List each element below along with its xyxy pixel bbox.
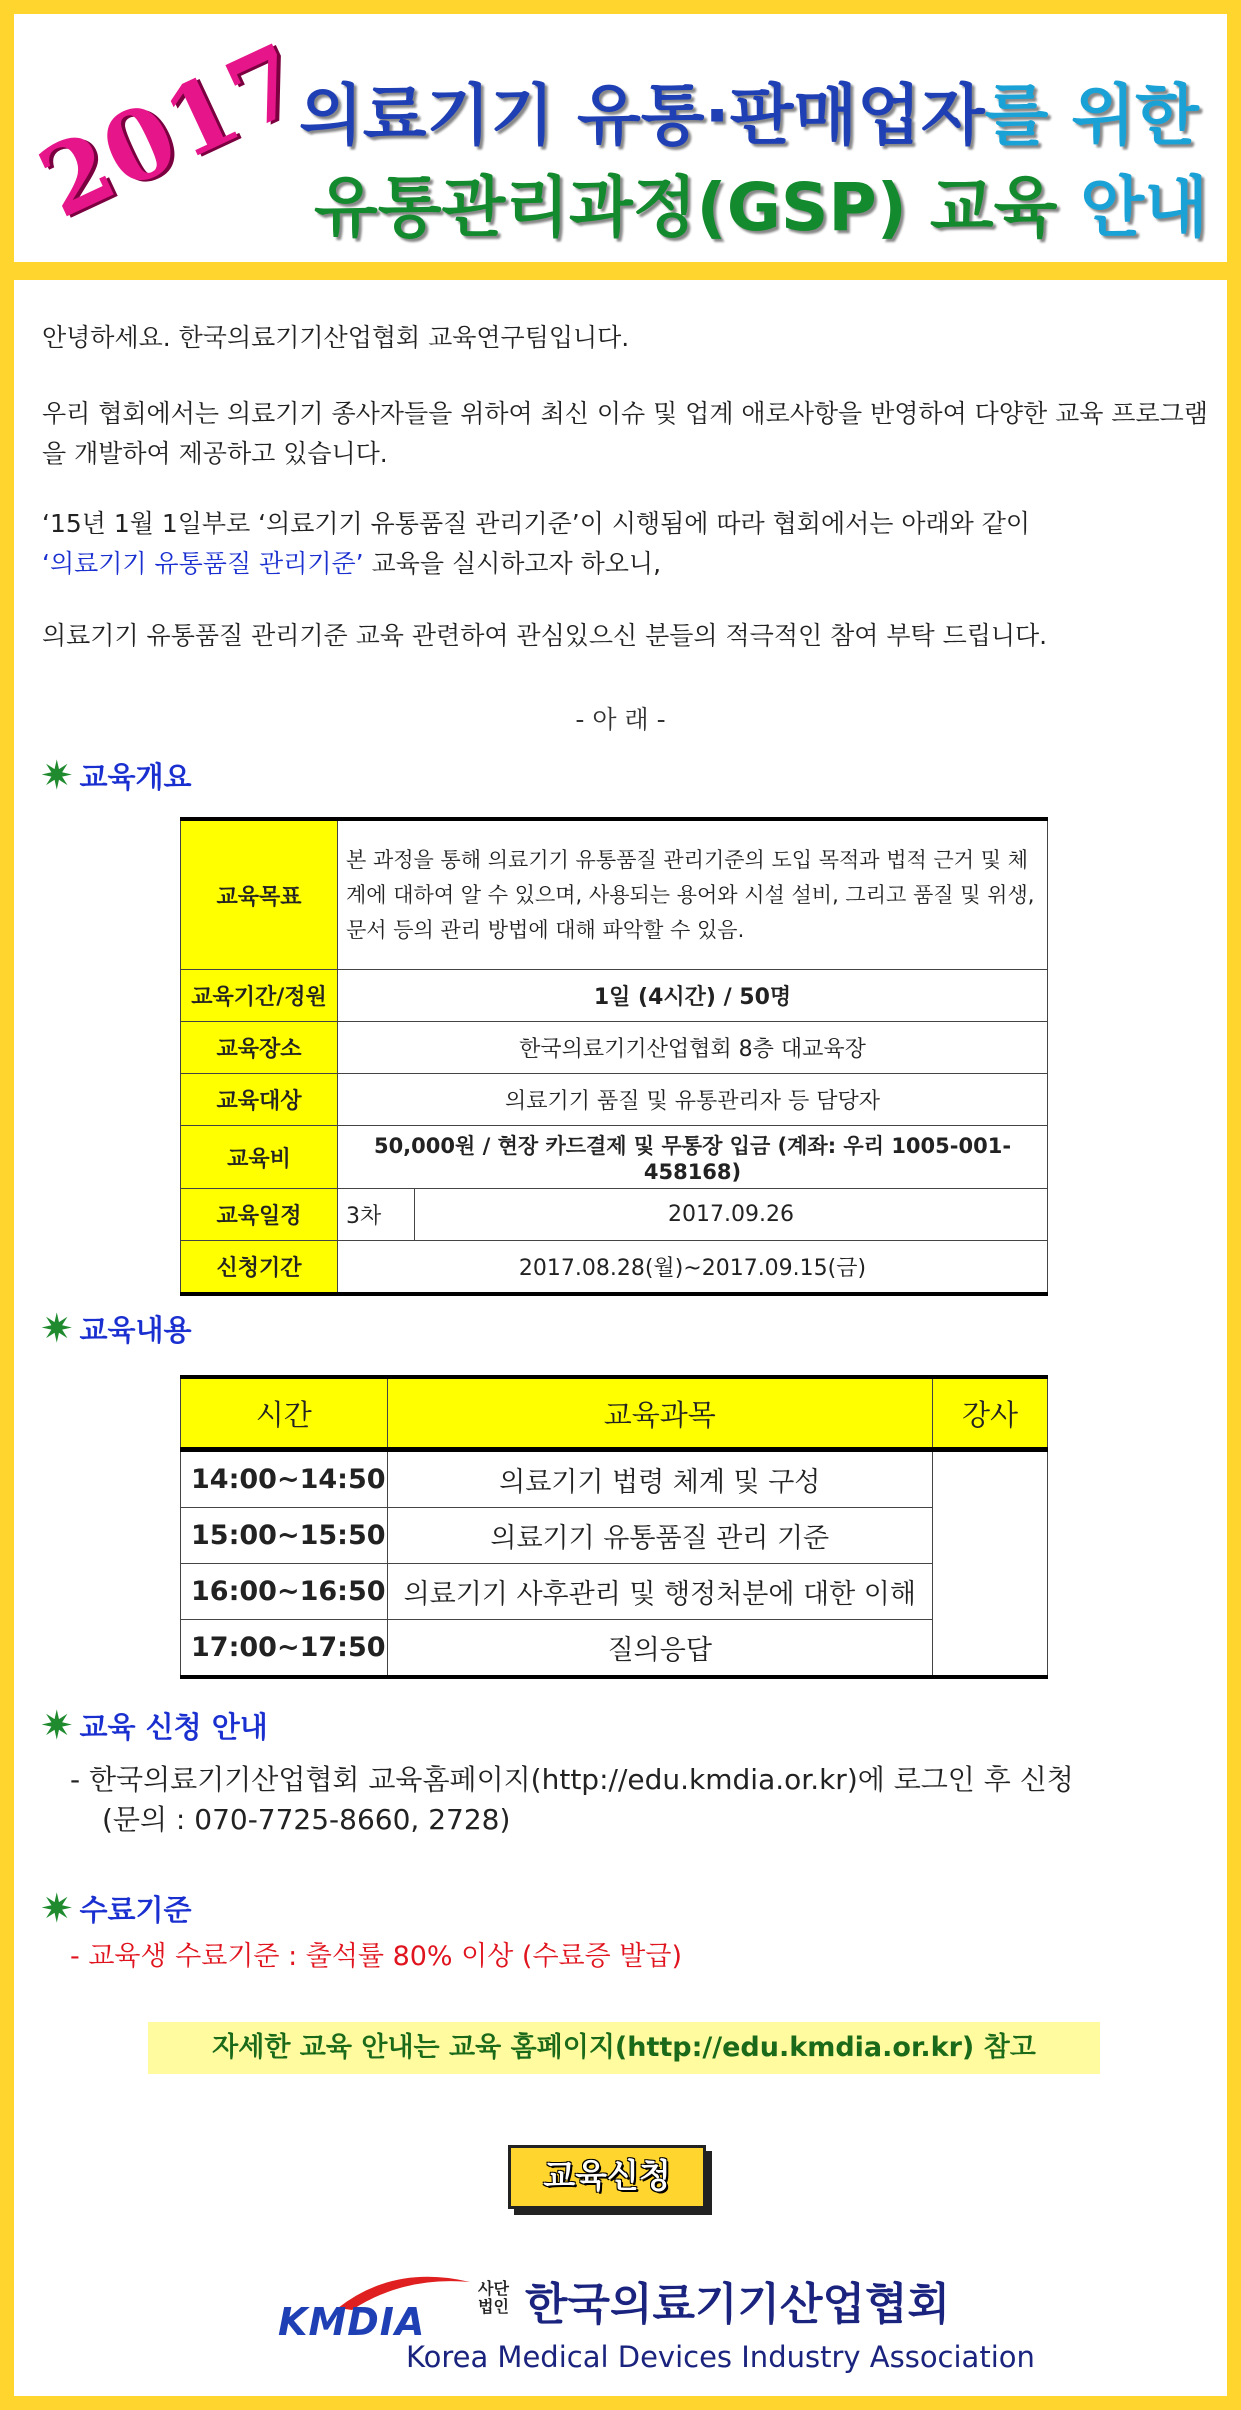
schedule-subject: 의료기기 사후관리 및 행정처분에 대한 이해	[387, 1564, 932, 1620]
section-apply-title: 교육 신청 안내	[79, 1710, 268, 1744]
intro-paragraph-2: 우리 협회에서는 의료기기 종사자들을 위하여 최신 이슈 및 업계 애로사항을 반영하여 다양한 교육 프로그램을 개발하여 제공하고 있습니다.	[42, 399, 1208, 468]
overview-label: 교육비	[181, 1126, 338, 1189]
intro-paragraph-3b-rest: 교육을 실시하고자 하오니,	[363, 549, 662, 578]
section-content-title: 교육내용	[79, 1313, 192, 1347]
table-row	[181, 970, 1048, 1022]
overview-label: 교육목표	[181, 819, 338, 970]
intro-paragraph-4: 의료기기 유통품질 관리기준 교육 관련하여 관심있으신 분들의 적극적인 참여 부탁 드립니다.	[42, 621, 1048, 650]
overview-value: 본 과정을 통해 의료기기 유통품질 관리기준의 도입 목적과 법적 근거 및 체계에 대하여 알 수 있으며, 사용되는 용어와 시설 설비, 그리고 품질 및 위생, 문서 등의 관리 방법에 대해 파악할 수 있음.	[338, 819, 1048, 970]
apply-contact: (문의 : 070-7725-8660, 2728)	[102, 1803, 511, 1836]
section-overview-heading	[40, 752, 192, 799]
column-header: 강사	[933, 1377, 1048, 1450]
banner-title-line2-hl: 안내	[1080, 169, 1208, 246]
overview-label: 교육기간/정원	[181, 970, 338, 1022]
org-name-english: Korea Medical Devices Industry Association	[406, 2340, 1035, 2374]
intro-paragraph-3	[42, 504, 1212, 584]
schedule-time: 16:00~16:50	[181, 1564, 388, 1620]
table-row	[181, 1450, 1048, 1508]
overview-value: 1일 (4시간) / 50명	[338, 970, 1048, 1022]
intro-greeting: 안녕하세요. 한국의료기기산업협회 교육연구팀입니다.	[42, 323, 630, 352]
schedule-subject: 의료기기 유통품질 관리 기준	[387, 1508, 932, 1564]
overview-table	[180, 817, 1048, 1296]
org-type-line1: 사단	[478, 2279, 509, 2298]
star-bullet-icon: ✷	[40, 1305, 74, 1352]
overview-session: 3차	[338, 1189, 415, 1241]
table-row	[181, 1508, 1048, 1564]
star-bullet-icon: ✷	[40, 1885, 74, 1932]
intro-paragraph-3a: ‘15년 1월 1일부로 ‘의료기기 유통품질 관리기준’이 시행됨에 따라 협회에서는 아래와 같이	[42, 509, 1031, 538]
banner-divider	[0, 262, 1241, 280]
overview-value: 의료기기 품질 및 유통관리자 등 담당자	[338, 1074, 1048, 1126]
schedule-table	[180, 1375, 1048, 1679]
overview-value: 50,000원 / 현장 카드결제 및 무통장 입금 (계좌: 우리 1005-001-458168)	[338, 1126, 1048, 1189]
section-criteria-heading	[40, 1885, 192, 1932]
criteria-line: - 교육생 수료기준 : 출석률 80% 이상 (수료증 발급)	[70, 1941, 682, 1972]
schedule-instructor	[933, 1450, 1048, 1678]
schedule-time: 15:00~15:50	[181, 1508, 388, 1564]
overview-label: 교육대상	[181, 1074, 338, 1126]
org-name-korean: 한국의료기기산업협회	[525, 2279, 951, 2330]
table-row	[181, 1620, 1048, 1678]
overview-label: 교육장소	[181, 1022, 338, 1074]
year-badge: 2017	[23, 21, 321, 240]
star-bullet-icon: ✷	[40, 752, 74, 799]
schedule-time: 17:00~17:50	[181, 1620, 388, 1678]
apply-instructions: - 한국의료기기산업협회 교육홈페이지(http://edu.kmdia.or.kr)에 로그인 후 신청	[70, 1763, 1074, 1796]
column-header: 교육과목	[387, 1377, 932, 1450]
section-apply-heading	[40, 1702, 268, 1749]
below-marker: - 아 래 -	[575, 705, 666, 734]
table-row	[181, 1189, 1048, 1241]
table-row	[181, 1564, 1048, 1620]
org-logo	[278, 2260, 1035, 2380]
banner-title-line2-main: 유통관리과정(GSP) 교육	[314, 169, 1081, 246]
banner-title-line1-hl: 를 위한	[984, 77, 1199, 154]
banner-title-line1-main: 의료기기 유통·판매업자	[299, 77, 985, 154]
overview-label: 교육일정	[181, 1189, 338, 1241]
overview-value: 2017.09.26	[415, 1189, 1048, 1241]
banner-title-line2	[314, 154, 1208, 249]
section-criteria-title: 수료기준	[79, 1893, 192, 1927]
intro-highlight: ‘의료기기 유통품질 관리기준’	[42, 549, 364, 578]
section-overview-title: 교육개요	[79, 760, 192, 794]
apply-line	[70, 1760, 1074, 1840]
section-content-heading	[40, 1305, 192, 1352]
overview-value: 한국의료기기산업협회 8층 대교육장	[338, 1022, 1048, 1074]
table-header-row	[181, 1377, 1048, 1450]
star-bullet-icon: ✷	[40, 1702, 74, 1749]
apply-button[interactable]: 교육신청	[508, 2145, 706, 2209]
banner-title-line1	[299, 62, 1199, 157]
homepage-note: 자세한 교육 안내는 교육 홈페이지(http://edu.kmdia.or.kr) 참고	[148, 2022, 1100, 2074]
kmdia-logotype: KMDIA	[278, 2300, 426, 2344]
table-row	[181, 1241, 1048, 1295]
overview-value: 2017.08.28(월)~2017.09.15(금)	[338, 1241, 1048, 1295]
column-header: 시간	[181, 1377, 388, 1450]
org-type	[478, 2280, 509, 2316]
table-row	[181, 819, 1048, 970]
org-type-line2: 법인	[478, 2297, 509, 2316]
intro-paragraph-3b	[42, 544, 1212, 584]
schedule-time: 14:00~14:50	[181, 1450, 388, 1508]
schedule-subject: 의료기기 법령 체계 및 구성	[387, 1450, 932, 1508]
banner	[14, 14, 1227, 262]
overview-label: 신청기간	[181, 1241, 338, 1295]
schedule-subject: 질의응답	[387, 1620, 932, 1678]
table-row	[181, 1126, 1048, 1189]
table-row	[181, 1022, 1048, 1074]
table-row	[181, 1074, 1048, 1126]
